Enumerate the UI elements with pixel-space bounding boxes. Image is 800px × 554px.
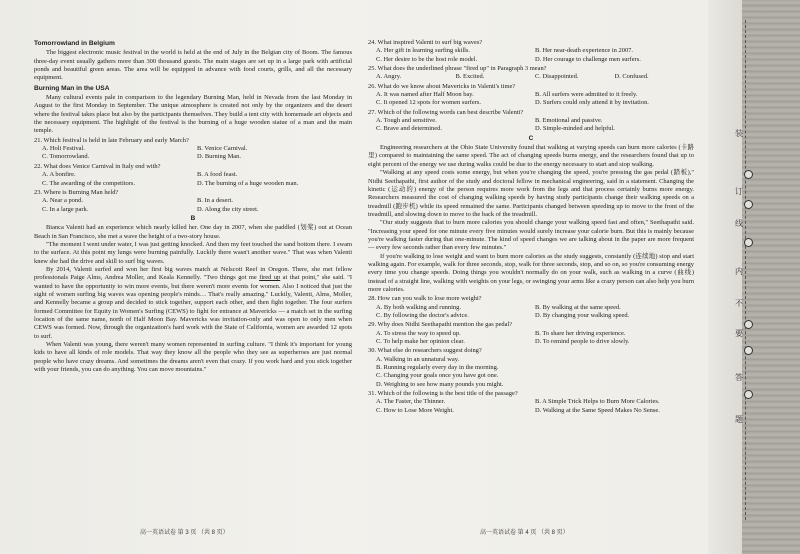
option: B. Emotional and passive. <box>535 117 603 125</box>
page-4-column <box>368 38 694 415</box>
option: C. In a large park. <box>42 205 89 213</box>
option: B. Running regularly every day in the morning. <box>376 364 499 372</box>
passage-c-paragraph-4: If you're walking to lose weight and want to burn more calories as the study suggests, constantly (连续地) stop and start walking again. For example, walk for three seconds, stop, walk for three seconds, stop, and so on, so you're consuming energy every time you change speeds. Doing things you wouldn't normally do on your walk, such as walking in a curve (曲线) instead of a straight line, walking with weights on your legs, or swinging your arms like a crazy person can also help you burn more calories. <box>368 252 694 293</box>
question-28: 28. How can you walk to lose more weight? <box>368 295 482 303</box>
binding-dashed-line <box>745 20 746 520</box>
section-b-label: B <box>190 214 196 222</box>
question-26: 26. What do we know about Mavericks in Valenti's time? <box>368 82 516 90</box>
question-23: 23. Where is Burning Man held? <box>34 188 119 196</box>
question-26-options <box>368 91 694 108</box>
question-30-options <box>368 356 694 389</box>
paragraph-text: at that point," she said. "I wanted to have the opportunity to win more events, but there weren't more events for women. Also I noticed that just the sight of women surfing big waves was opening people's minds… That's really amazing." Luckily, Valenti, Alms, Moller, and Kennelly became a group and decided to stick together, support each other, and then fight together. The four surfers formed Committee for Equity in Women's Surfing (CEWS) to fight for entrance at Mavericks — a match set in the surfing location of the same name, north of Half Moon Bay. Mavericks was invitation-only and was open to only men when CEWS was formed. Now, through the organization's hard work with the State of California, women are awarded 12 spots to surf. <box>34 274 353 340</box>
option: B. All surfers were admitted to it freely. <box>535 91 638 99</box>
option: C. Brave and determined. <box>376 125 442 133</box>
option: C. To help make her opinion clear. <box>376 338 465 346</box>
question-25: 25. What does the underlined phrase "fired up" in Paragraph 3 mean? <box>368 65 547 73</box>
section-c-label: C <box>528 134 534 142</box>
option: A. A bonfire. <box>42 171 76 179</box>
question-29: 29. Why does Nidhi Seethapathi mention the gas pedal? <box>368 321 513 329</box>
question-24-options <box>368 47 694 64</box>
paragraph-text: By 2014, Valenti surfed and won her first big waves match at Nelscott Reef in Oregon. There, she met fellow professionals Paige Alms, Andrea Moller, and Keala Kennelly. "Two things got me <box>34 265 352 282</box>
question-27-options <box>368 117 694 134</box>
question-30: 30. What else do researchers suggest doing? <box>368 347 482 355</box>
question-22: 22. What does Venice Carnival in Italy end with? <box>34 162 161 170</box>
option: C. Tomorrowland. <box>42 153 90 161</box>
binding-circle-icon <box>744 238 753 247</box>
question-28-options <box>368 304 694 321</box>
binding-circle-icon <box>744 390 753 399</box>
question-25-options <box>368 73 694 81</box>
option: D. Walking at the Same Speed Makes No Sense. <box>535 406 660 414</box>
question-21-options <box>34 145 352 162</box>
option: A. By both walking and running. <box>376 303 461 311</box>
option: B. By walking at the same speed. <box>535 303 621 311</box>
option: A. To stress the way to speed up. <box>376 329 461 337</box>
option: B. Her near-death experience in 2007. <box>535 47 633 55</box>
page-footer-4: 高一英语试卷 第 4 页 （共 8 页） <box>480 530 569 536</box>
passage-c-paragraph-3: "Our study suggests that to burn more calories you should change your walking speed fast and often," Seethapathi said. "Increasing your speed for one minute every five minutes would surely increase your calorie burn. But this is mainly because you're walking faster during that one-minute. The kind of speed changes we are talking about in the paper are more frequent — every few seconds rather than every few minutes." <box>368 219 694 252</box>
passage-c-paragraph-2: "Walking at any speed costs some energy, but when you're changing the speed, you're pressing the gas pedal (踏板)," Nidhi Seethapathi, first author of the study and doctoral fellow in mechanical engineering, said in a statement. Changing the kinetic (运动的) energy of the person requires more work from the legs and that process certainly burns more energy. Researchers measured the cost of changing walking speeds by having study participants change their walking speeds on a treadmill (跑步机) while its speed remained the same. Participants changed between speeding up to move to the front of the treadmill, and slowing down to move to the back of the treadmill. <box>368 169 694 218</box>
question-31-options <box>368 398 694 415</box>
page-3-column <box>34 38 352 374</box>
page-footer-3: 高一英语试卷 第 3 页 （共 8 页） <box>140 530 229 536</box>
passage-b-paragraph-3 <box>34 266 352 341</box>
option: A. Her gift in learning surfing skills. <box>376 47 471 55</box>
option: D. Her courage to challenge men surfers. <box>535 55 641 63</box>
binding-char: 答 <box>735 373 743 382</box>
underlined-phrase: fired up <box>259 274 281 282</box>
binding-char: 订 <box>735 187 743 196</box>
passage-b-paragraph-2: "The moment I went under water, I was just getting knocked. And then my feet touched the sand bottom there. I swam to the surface. At this point my lungs were burning painfully. Luckily there wasn't another wave." That was when Valenti knew she had the drive and skill to surf big waves. <box>34 240 352 265</box>
binding-char: 要 <box>735 329 743 338</box>
option: A. Walking in an unnatural way. <box>376 355 460 363</box>
option: D. To remind people to drive slowly. <box>535 338 630 346</box>
passage-b-paragraph-4: When Valenti was young, there weren't many women represented in surfing culture. "I think it's important for young kids to have all kinds of role models. That way they know all the people who they see as superheroes are just normal people who have crazy dreams. And sometimes the dreams aren't even that crazy. If you work hard and you stick together with your friends, you can do anything. You can move mountains." <box>34 341 352 374</box>
option: C. Her desire to be the host role model. <box>376 55 478 63</box>
option: A. Tough and sensitive. <box>376 117 437 125</box>
binding-char: 不 <box>735 299 743 308</box>
option: A. Angry. <box>376 73 402 81</box>
option: C. The awarding of the competitors. <box>42 179 136 187</box>
question-24: 24. What inspired Valenti to surf big waves? <box>368 39 483 46</box>
option: A. Near a pond. <box>42 197 83 205</box>
passage-c-paragraph-1: Engineering researchers at the Ohio State University found that walking at varying speeds can burn more calories (卡路里) compared to maintaining the same speed. The act of changing speeds burns energy, and the researchers found that up to eight percent of the energy we use during walks could be due to the energy necessary to start and stop walking. <box>368 144 694 168</box>
question-21: 21. Which festival is held in late February and early March? <box>34 136 189 144</box>
binding-circle-icon <box>744 320 753 329</box>
option: D. Surfers could only attend it by invitation. <box>535 99 649 107</box>
option: A. It was named after Half Moon bay. <box>376 91 474 99</box>
option: B. Excited. <box>455 73 485 81</box>
binding-circle-icon <box>744 200 753 209</box>
option: D. Burning Man. <box>197 153 241 161</box>
binding-char: 装 <box>735 129 743 138</box>
option: B. In a desert. <box>197 197 233 205</box>
question-27: 27. Which of the following words can best describe Valenti? <box>368 108 524 116</box>
question-29-options <box>368 330 694 347</box>
option: B. Venice Carnival. <box>197 145 248 153</box>
option: D. Simple-minded and helpful. <box>535 125 615 133</box>
option: D. Along the city street. <box>197 205 259 213</box>
option: C. Changing your goals once you have got one. <box>376 372 499 380</box>
burning-man-paragraph: Many cultural events pale in comparison to the legendary Burning Man, held in Nevada from the last Monday in August to the first Monday in September. The unique atmosphere is created not only by the organizers and the desert where the festival takes place but also by the participants themselves. They build a tent city with homemade art objects and the necessary equipment. The highlight of the festival is the burning of a huge wooden statue of a man and the main temple. <box>34 94 352 135</box>
option: B. To share her driving experience. <box>535 329 626 337</box>
tomorrowland-heading: Tomorrowland in Belgium <box>34 40 115 47</box>
binding-char: 内 <box>735 267 743 276</box>
option: B. A Simple Trick Helps to Burn More Calories. <box>535 398 660 406</box>
passage-b-paragraph-1: Bianca Valenti had an experience which nearly killed her. One day in 2007, when she paddled (划桨) out at Ocean Beach in San Francisco, she met a wave the height of a two-story house. <box>34 224 352 240</box>
option: A. The Faster, the Thinner. <box>376 398 446 406</box>
question-23-options <box>34 197 352 214</box>
burning-man-heading: Burning Man in the USA <box>34 84 110 92</box>
option: D. Confused. <box>614 73 649 81</box>
option: C. It opened 12 spots for women surfers. <box>376 99 481 107</box>
option: D. Weighing to see how many pounds you might. <box>376 380 504 388</box>
option: C. By following the doctor's advice. <box>376 312 469 319</box>
option: B. A food feast. <box>197 171 238 179</box>
option: A. Holi Festival. <box>42 145 85 153</box>
binding-strip <box>708 0 742 554</box>
binding-circle-icon <box>744 170 753 179</box>
binding-char: 题 <box>735 415 743 424</box>
tomorrowland-paragraph: The biggest electronic music festival in the world is held at the end of July in the Belgian city of Boom. The famous three-day event usually gathers more than 300 thousand guests. The main stages are set up in a large park with artificial ponds and beautiful green areas. The area will be equipped in advance with food courts, grills, and all the necessary equipment. <box>34 49 352 82</box>
option: D. By changing your walking speed. <box>535 312 630 319</box>
question-22-options <box>34 171 352 188</box>
question-31: 31. Which of the following is the best title of the passage? <box>368 390 518 398</box>
option: D. The burning of a huge wooden man. <box>197 179 299 187</box>
option: C. How to Lose More Weight. <box>376 406 454 414</box>
option: C. Disappointed. <box>535 73 579 81</box>
binding-circle-icon <box>744 346 753 355</box>
binding-char: 线 <box>735 219 743 228</box>
